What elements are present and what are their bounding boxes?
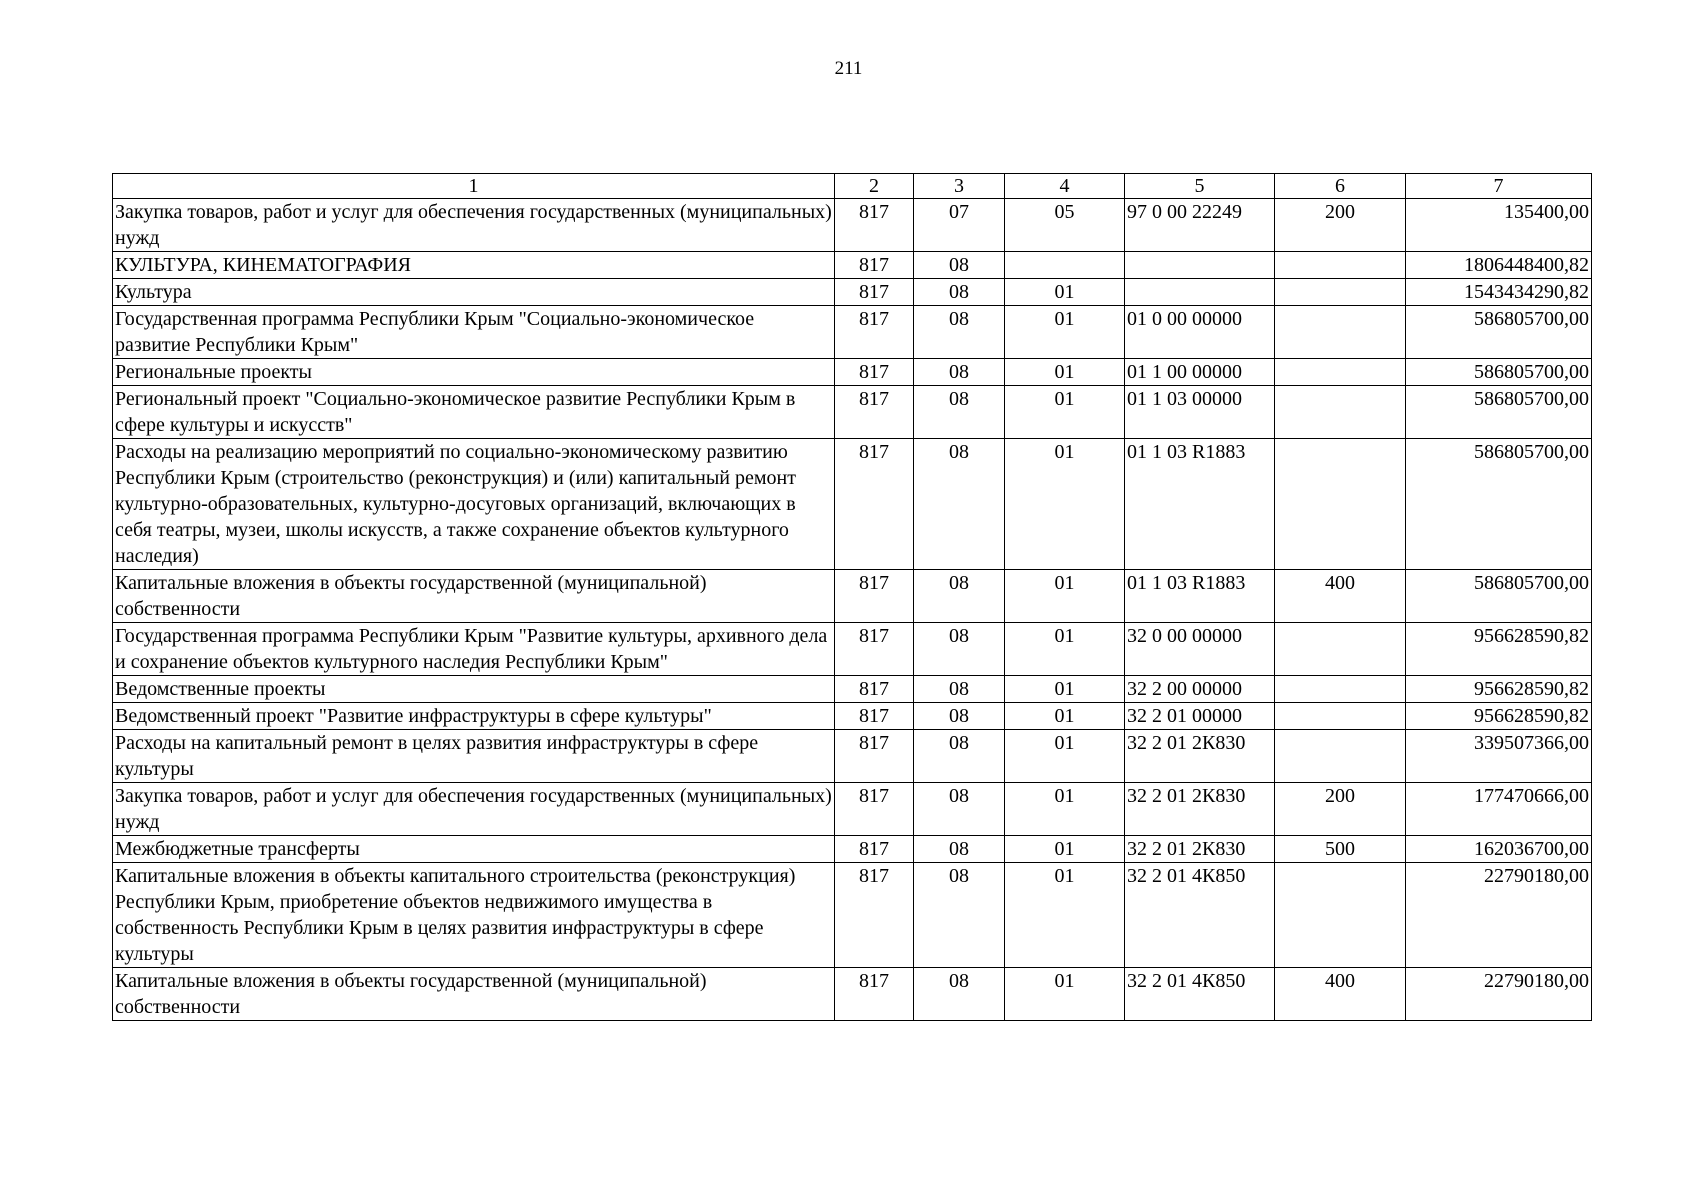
item-name-cell: КУЛЬТУРА, КИНЕМАТОГРАФИЯ bbox=[113, 252, 835, 279]
expense-type-code-cell bbox=[1275, 306, 1406, 359]
item-name-cell: Расходы на реализацию мероприятий по социально-экономическому развитию Республики Крым (строительство (реконструкция) и (или) капитальный ремонт культурно-образовательных, культурно-досуговых организаций, включающих в себя театры, музеи, школы искусств, а также сохранение объектов культурного наследия) bbox=[113, 439, 835, 570]
amount-cell: 177470666,00 bbox=[1406, 783, 1592, 836]
table-row bbox=[113, 570, 1592, 623]
table-row bbox=[113, 730, 1592, 783]
page-number: 211 bbox=[834, 58, 863, 79]
column-header: 2 bbox=[835, 174, 914, 199]
section-code-cell: 08 bbox=[914, 279, 1005, 306]
table-row bbox=[113, 306, 1592, 359]
table-row bbox=[113, 783, 1592, 836]
subsection-code-cell: 01 bbox=[1005, 730, 1125, 783]
target-article-code-cell: 32 2 01 4К850 bbox=[1125, 863, 1275, 968]
subsection-code-cell: 05 bbox=[1005, 199, 1125, 252]
expense-type-code-cell bbox=[1275, 623, 1406, 676]
amount-cell: 135400,00 bbox=[1406, 199, 1592, 252]
budget-table-body bbox=[113, 199, 1592, 1021]
amount-cell: 586805700,00 bbox=[1406, 359, 1592, 386]
section-code-cell: 08 bbox=[914, 968, 1005, 1021]
subsection-code-cell: 01 bbox=[1005, 386, 1125, 439]
item-name-cell: Ведомственный проект "Развитие инфраструктуры в сфере культуры" bbox=[113, 703, 835, 730]
section-code-cell: 08 bbox=[914, 306, 1005, 359]
column-header: 1 bbox=[113, 174, 835, 199]
target-article-code-cell: 32 2 01 2К830 bbox=[1125, 730, 1275, 783]
department-code-cell: 817 bbox=[835, 703, 914, 730]
section-code-cell: 08 bbox=[914, 783, 1005, 836]
table-row bbox=[113, 386, 1592, 439]
amount-cell: 586805700,00 bbox=[1406, 386, 1592, 439]
item-name-cell: Капитальные вложения в объекты капитального строительства (реконструкция) Республики Крым, приобретение объектов недвижимого имущества в собственность Республики Крым в целях развития инфраструктуры в сфере культуры bbox=[113, 863, 835, 968]
item-name-cell: Закупка товаров, работ и услуг для обеспечения государственных (муниципальных) нужд bbox=[113, 199, 835, 252]
expense-type-code-cell bbox=[1275, 863, 1406, 968]
section-code-cell: 08 bbox=[914, 386, 1005, 439]
expense-type-code-cell: 400 bbox=[1275, 570, 1406, 623]
subsection-code-cell: 01 bbox=[1005, 439, 1125, 570]
target-article-code-cell: 01 1 00 00000 bbox=[1125, 359, 1275, 386]
table-row bbox=[113, 676, 1592, 703]
department-code-cell: 817 bbox=[835, 306, 914, 359]
target-article-code-cell: 32 2 01 2К830 bbox=[1125, 783, 1275, 836]
target-article-code-cell: 01 1 03 00000 bbox=[1125, 386, 1275, 439]
expense-type-code-cell: 500 bbox=[1275, 836, 1406, 863]
amount-cell: 339507366,00 bbox=[1406, 730, 1592, 783]
table-row bbox=[113, 359, 1592, 386]
table-row bbox=[113, 968, 1592, 1021]
expense-type-code-cell bbox=[1275, 676, 1406, 703]
subsection-code-cell: 01 bbox=[1005, 359, 1125, 386]
item-name-cell: Межбюджетные трансферты bbox=[113, 836, 835, 863]
department-code-cell: 817 bbox=[835, 836, 914, 863]
amount-cell: 162036700,00 bbox=[1406, 836, 1592, 863]
expense-type-code-cell: 400 bbox=[1275, 968, 1406, 1021]
amount-cell: 586805700,00 bbox=[1406, 306, 1592, 359]
expense-type-code-cell: 200 bbox=[1275, 199, 1406, 252]
target-article-code-cell: 97 0 00 22249 bbox=[1125, 199, 1275, 252]
amount-cell: 956628590,82 bbox=[1406, 623, 1592, 676]
column-number-row bbox=[113, 174, 1592, 199]
table-row bbox=[113, 279, 1592, 306]
amount-cell: 1543434290,82 bbox=[1406, 279, 1592, 306]
section-code-cell: 07 bbox=[914, 199, 1005, 252]
subsection-code-cell: 01 bbox=[1005, 279, 1125, 306]
item-name-cell: Региональный проект "Социально-экономическое развитие Республики Крым в сфере культуры и искусств" bbox=[113, 386, 835, 439]
item-name-cell: Государственная программа Республики Крым "Социально-экономическое развитие Республики Крым" bbox=[113, 306, 835, 359]
table-row bbox=[113, 252, 1592, 279]
section-code-cell: 08 bbox=[914, 836, 1005, 863]
subsection-code-cell: 01 bbox=[1005, 783, 1125, 836]
item-name-cell: Расходы на капитальный ремонт в целях развития инфраструктуры в сфере культуры bbox=[113, 730, 835, 783]
item-name-cell: Региональные проекты bbox=[113, 359, 835, 386]
target-article-code-cell: 32 2 01 00000 bbox=[1125, 703, 1275, 730]
section-code-cell: 08 bbox=[914, 703, 1005, 730]
budget-table bbox=[112, 173, 1592, 1021]
section-code-cell: 08 bbox=[914, 730, 1005, 783]
amount-cell: 586805700,00 bbox=[1406, 439, 1592, 570]
column-header: 5 bbox=[1125, 174, 1275, 199]
department-code-cell: 817 bbox=[835, 863, 914, 968]
target-article-code-cell: 32 0 00 00000 bbox=[1125, 623, 1275, 676]
target-article-code-cell: 32 2 01 2К830 bbox=[1125, 836, 1275, 863]
target-article-code-cell bbox=[1125, 279, 1275, 306]
item-name-cell: Капитальные вложения в объекты государственной (муниципальной) собственности bbox=[113, 968, 835, 1021]
expense-type-code-cell bbox=[1275, 359, 1406, 386]
department-code-cell: 817 bbox=[835, 783, 914, 836]
subsection-code-cell: 01 bbox=[1005, 306, 1125, 359]
table-row bbox=[113, 439, 1592, 570]
target-article-code-cell: 01 1 03 R1883 bbox=[1125, 570, 1275, 623]
department-code-cell: 817 bbox=[835, 359, 914, 386]
amount-cell: 1806448400,82 bbox=[1406, 252, 1592, 279]
department-code-cell: 817 bbox=[835, 968, 914, 1021]
expense-type-code-cell bbox=[1275, 252, 1406, 279]
subsection-code-cell: 01 bbox=[1005, 570, 1125, 623]
department-code-cell: 817 bbox=[835, 279, 914, 306]
subsection-code-cell bbox=[1005, 252, 1125, 279]
target-article-code-cell: 01 1 03 R1883 bbox=[1125, 439, 1275, 570]
department-code-cell: 817 bbox=[835, 439, 914, 570]
expense-type-code-cell bbox=[1275, 386, 1406, 439]
target-article-code-cell bbox=[1125, 252, 1275, 279]
table-row bbox=[113, 623, 1592, 676]
column-header: 6 bbox=[1275, 174, 1406, 199]
subsection-code-cell: 01 bbox=[1005, 623, 1125, 676]
table-row bbox=[113, 836, 1592, 863]
expense-type-code-cell bbox=[1275, 703, 1406, 730]
table-row bbox=[113, 863, 1592, 968]
subsection-code-cell: 01 bbox=[1005, 968, 1125, 1021]
expense-type-code-cell bbox=[1275, 439, 1406, 570]
target-article-code-cell: 32 2 00 00000 bbox=[1125, 676, 1275, 703]
section-code-cell: 08 bbox=[914, 570, 1005, 623]
section-code-cell: 08 bbox=[914, 439, 1005, 570]
item-name-cell: Закупка товаров, работ и услуг для обеспечения государственных (муниципальных) нужд bbox=[113, 783, 835, 836]
item-name-cell: Культура bbox=[113, 279, 835, 306]
item-name-cell: Капитальные вложения в объекты государственной (муниципальной) собственности bbox=[113, 570, 835, 623]
expense-type-code-cell bbox=[1275, 279, 1406, 306]
amount-cell: 22790180,00 bbox=[1406, 968, 1592, 1021]
item-name-cell: Ведомственные проекты bbox=[113, 676, 835, 703]
subsection-code-cell: 01 bbox=[1005, 676, 1125, 703]
column-header: 4 bbox=[1005, 174, 1125, 199]
amount-cell: 586805700,00 bbox=[1406, 570, 1592, 623]
department-code-cell: 817 bbox=[835, 676, 914, 703]
expense-type-code-cell: 200 bbox=[1275, 783, 1406, 836]
target-article-code-cell: 32 2 01 4К850 bbox=[1125, 968, 1275, 1021]
department-code-cell: 817 bbox=[835, 252, 914, 279]
table-row bbox=[113, 199, 1592, 252]
target-article-code-cell: 01 0 00 00000 bbox=[1125, 306, 1275, 359]
column-header: 7 bbox=[1406, 174, 1592, 199]
item-name-cell: Государственная программа Республики Крым "Развитие культуры, архивного дела и сохранение объектов культурного наследия Республики Крым" bbox=[113, 623, 835, 676]
subsection-code-cell: 01 bbox=[1005, 836, 1125, 863]
amount-cell: 956628590,82 bbox=[1406, 703, 1592, 730]
section-code-cell: 08 bbox=[914, 359, 1005, 386]
column-header: 3 bbox=[914, 174, 1005, 199]
amount-cell: 22790180,00 bbox=[1406, 863, 1592, 968]
section-code-cell: 08 bbox=[914, 676, 1005, 703]
department-code-cell: 817 bbox=[835, 730, 914, 783]
department-code-cell: 817 bbox=[835, 199, 914, 252]
table-row bbox=[113, 703, 1592, 730]
subsection-code-cell: 01 bbox=[1005, 703, 1125, 730]
section-code-cell: 08 bbox=[914, 252, 1005, 279]
section-code-cell: 08 bbox=[914, 863, 1005, 968]
department-code-cell: 817 bbox=[835, 386, 914, 439]
subsection-code-cell: 01 bbox=[1005, 863, 1125, 968]
amount-cell: 956628590,82 bbox=[1406, 676, 1592, 703]
department-code-cell: 817 bbox=[835, 570, 914, 623]
expense-type-code-cell bbox=[1275, 730, 1406, 783]
section-code-cell: 08 bbox=[914, 623, 1005, 676]
department-code-cell: 817 bbox=[835, 623, 914, 676]
